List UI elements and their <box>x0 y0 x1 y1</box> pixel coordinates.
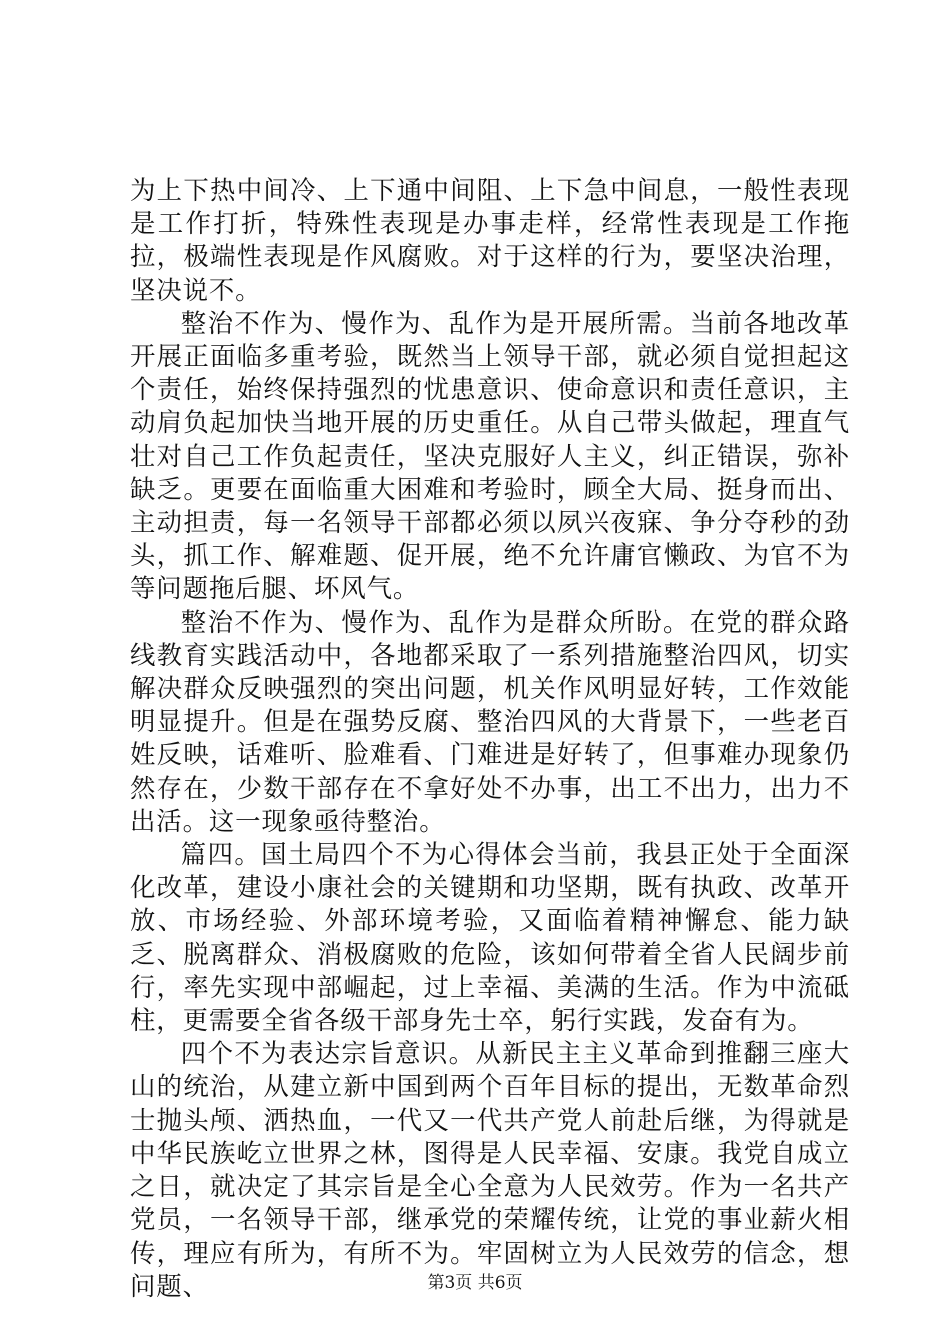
paragraph-1: 为上下热中间冷、上下通中间阻、上下急中间息，一般性表现是工作打折，特殊性表现是办事走样，经常性表现是工作拖拉，极端性表现是作风腐败。对于这样的行为，要坚决治理，坚决说不。 <box>130 175 850 305</box>
paragraph-2: 整治不作为、慢作为、乱作为是开展所需。当前各地改革开展正面临多重考验，既然当上领导干部，就必须自觉担起这个责任，始终保持强烈的忧患意识、使命意识和责任意识，主动肩负起加快当地开展的历史重任。从自己带头做起，理直气壮对自己工作负起责任，坚决克服好人主义，纠正错误，弥补缺乏。更要在面临重大困难和考验时，顾全大局、挺身而出、主动担责，每一名领导干部都必须以夙兴夜寐、争分夺秒的劲头，抓工作、解难题、促开展，绝不允许庸官懒政、为官不为等问题拖后腿、坏风气。 <box>130 307 850 604</box>
paragraph-3: 整治不作为、慢作为、乱作为是群众所盼。在党的群众路线教育实践活动中，各地都采取了一系列措施整治四风，切实解决群众反映强烈的突出问题，机关作风明显好转，工作效能明显提升。但是在强势反腐、整治四风的大背景下，一些老百姓反映，话难听、脸难看、门难进是好转了，但事难办现象仍然存在，少数干部存在不拿好处不办事，出工不出力，出力不出活。这一现象亟待整治。 <box>130 606 850 836</box>
page-footer: 第3页 共6页 <box>427 1273 523 1293</box>
body-text <box>130 174 850 1303</box>
paragraph-5: 四个不为表达宗旨意识。从新民主主义革命到推翻三座大山的统治，从建立新中国到两个百年目标的提出，无数革命烈士抛头颅、洒热血，一代又一代共产党人前赴后继，为得就是中华民族屹立世界之林，图得是人民幸福、安康。我党自成立之日，就决定了其宗旨是全心全意为人民效劳。作为一名共产党员，一名领导干部，继承党的荣耀传统，让党的事业薪火相传，理应有所为，有所不为。牢固树立为人民效劳的信念，想问题、 <box>130 1038 850 1301</box>
paragraph-4: 篇四。国土局四个不为心得体会当前，我县正处于全面深化改革，建设小康社会的关键期和功坚期，既有执政、改革开放、市场经验、外部环境考验，又面临着精神懈怠、能力缺乏、脱离群众、消极腐败的危险，该如何带着全省人民阔步前行，率先实现中部崛起，过上幸福、美满的生活。作为中流砥柱，更需要全省各级干部身先士卒，躬行实践，发奋有为。 <box>130 839 850 1036</box>
